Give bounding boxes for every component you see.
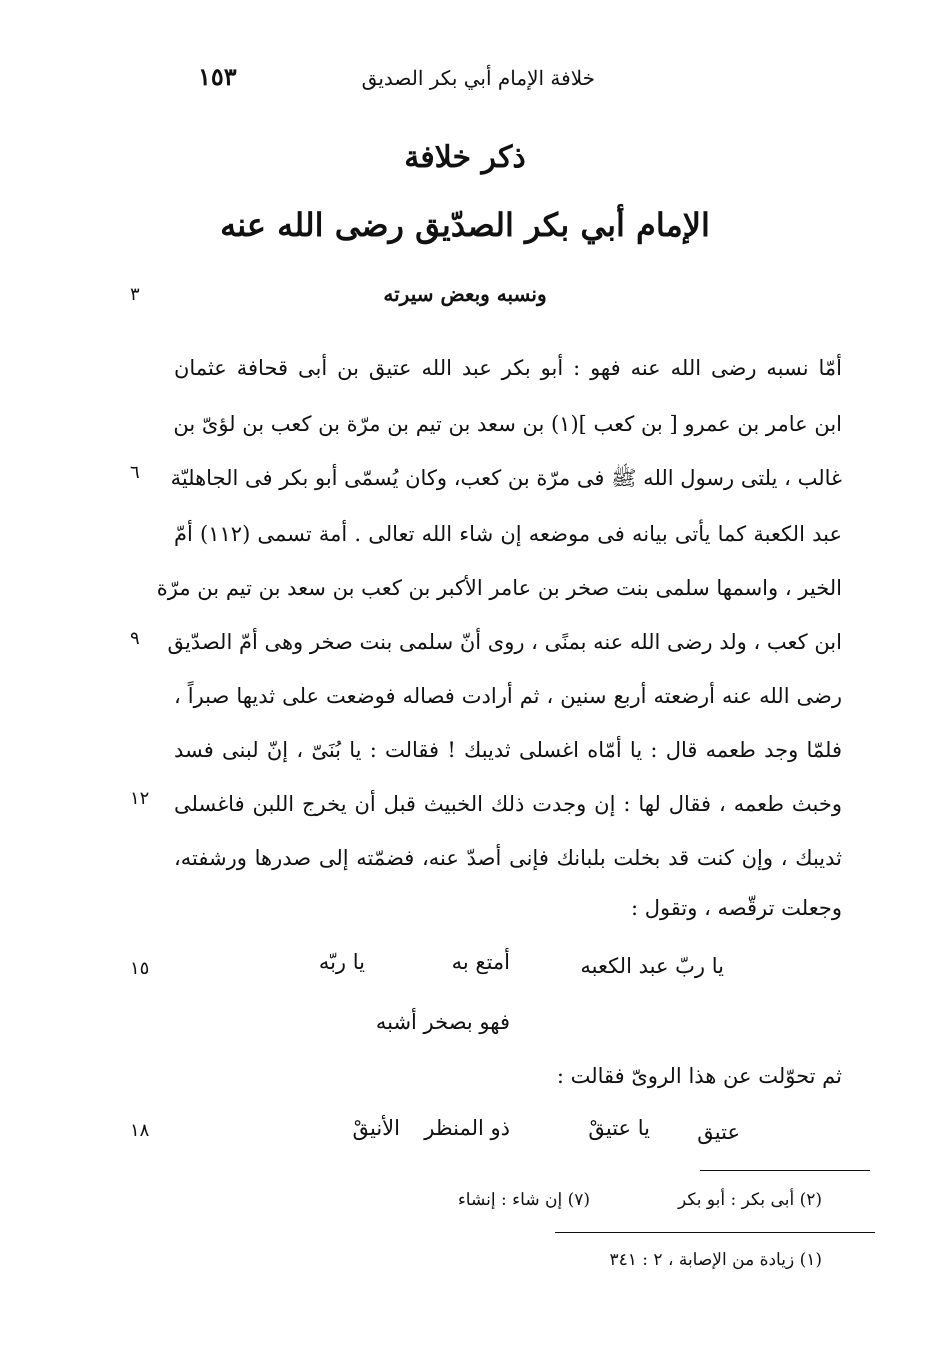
verse-intro-line: ثم تحوّلت عن هذا الروىّ فقالت : (556, 1064, 842, 1088)
line-number: ١٨ (130, 1120, 150, 1141)
verse-hemistich: الأنيقْ (352, 1116, 400, 1140)
verse-hemistich: أمتع به (451, 950, 510, 974)
page-number: ١٥٣ (198, 62, 237, 91)
chapter-title-line2: الإمام أبي بكر الصدّيق رضى الله عنه (220, 206, 710, 244)
body-line: الخير ، واسمها سلمى بنت صخر بن عامر الأكبر بن كعب بن سعد بن تيم بن مرّة (156, 576, 842, 600)
line-number: ٩ (130, 628, 140, 649)
body-line: ثديبك ، وإن كنت قد بخلت بلبانك فإنى أصدّ عنه، فضمّته إلى صدرها ورشفته، (174, 846, 842, 870)
line-number: ٣ (130, 284, 140, 305)
body-line: ابن عامر بن عمرو [ بن كعب ](١) بن سعد بن تيم بن مرّة بن كعب بن لؤىّ بن (173, 412, 842, 436)
body-line: أمّا نسبه رضى الله عنه فهو : أبو بكر عبد الله عتيق بن أبى قحافة عثمان (174, 356, 842, 380)
verse-hemistich: ذو المنظر (424, 1116, 510, 1140)
verse-hemistich: يا ربّ عبد الكعبه (580, 954, 724, 978)
body-line: غالب ، يلتى رسول الله ﷺ فى مرّة بن كعب، وكان يُسمّى أبو بكر فى الجاهليّة (170, 466, 842, 490)
footnote-variant: (٢) أبى بكر : أبو بكر (677, 1190, 822, 1210)
line-number: ١٢ (130, 788, 150, 809)
body-line-short: وجعلت ترقّصه ، وتقول : (630, 896, 842, 920)
body-line: ابن كعب ، ولد رضى الله عنه بمنًى ، روى أنّ سلمى بنت صخر وهى أمّ الصدّيق (167, 630, 842, 654)
verse-hemistich: فهو بصخر أشبه (375, 1010, 510, 1034)
line-number: ١٥ (130, 958, 150, 979)
footnote-variant: (٧) إن شاء : إنشاء (457, 1190, 590, 1210)
verse-hemistich: عتيق (697, 1120, 740, 1144)
verse-hemistich: يا عتيقْ (588, 1116, 650, 1140)
body-line: عبد الكعبة كما يأتى بيانه فى موضعه إن شاء الله تعالى . أمة تسمى (١١٢) أمّ (174, 522, 842, 546)
body-line: فلمّا وجد طعمه قال : يا أمّاه اغسلى ثديبك ! فقالت : يا بُنَىّ ، إنّ لبنى فسد (174, 738, 842, 762)
body-line: وخبث طعمه ، فقال لها : إن وجدت ذلك الخبيث قبل أن يخرج اللبن فاغسلى (174, 792, 842, 816)
footnote-source: (١) زيادة من الإصابة ، ٢ : ٣٤١ (609, 1250, 822, 1270)
footnote-divider (555, 1232, 875, 1233)
line-number: ٦ (130, 462, 140, 483)
chapter-subtitle: ونسبه وبعض سيرته (383, 282, 547, 306)
chapter-title-line1: ذكر خلافة (404, 140, 526, 175)
running-header-title: خلافة الإمام أبي بكر الصديق (361, 66, 595, 90)
body-line: رضى الله عنه أرضعته أربع سنين ، ثم أرادت فصاله فوضعت على ثديها صبراً ، (174, 684, 842, 708)
verse-hemistich: يا ربّه (318, 950, 365, 974)
footnote-divider (700, 1170, 870, 1171)
